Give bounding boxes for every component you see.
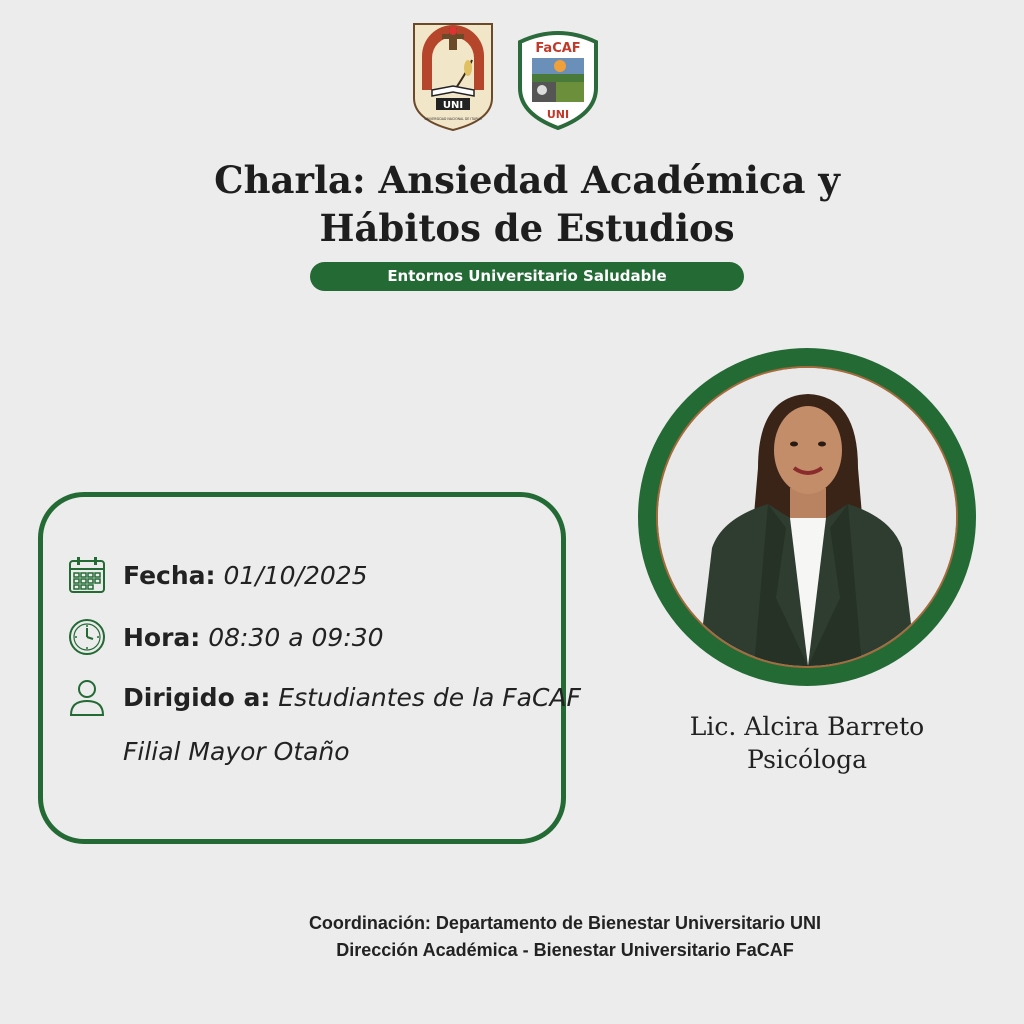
logos-header <box>0 20 1024 138</box>
time-value: 08:30 a 09:30 <box>208 622 384 652</box>
date-value: 01/10/2025 <box>223 560 368 590</box>
calendar-icon <box>67 555 107 595</box>
time-row <box>67 615 384 659</box>
subtitle-badge: Entornos Universitario Saludable <box>310 262 744 291</box>
svg-text:UNI: UNI <box>442 100 464 111</box>
audience-extra: Filial Mayor Otaño <box>123 737 350 766</box>
clock-icon <box>67 617 107 657</box>
footer <box>0 910 1024 964</box>
event-title <box>0 156 1024 252</box>
date-row <box>67 553 368 597</box>
title-line-2: Hábitos de Estudios <box>319 206 735 250</box>
speaker-photo <box>658 368 956 666</box>
uni-logo <box>410 20 496 132</box>
audience-label: Dirigido a: <box>123 682 271 712</box>
svg-text:FaCAF: FaCAF <box>535 41 581 56</box>
svg-text:UNIVERSIDAD NACIONAL DE ITAPÚA: UNIVERSIDAD NACIONAL DE ITAPÚA <box>424 117 482 121</box>
title-line-1: Charla: Ansiedad Académica y <box>214 158 840 202</box>
footer-line-1: Coordinación: Departamento de Bienestar Universitario UNI <box>308 913 822 933</box>
speaker-name: Lic. Alcira Barreto <box>689 712 925 741</box>
audience-row <box>67 675 581 719</box>
speaker-role: Psicóloga <box>747 745 867 774</box>
event-details-box <box>38 492 581 844</box>
speaker-info <box>662 710 952 776</box>
svg-text:UNI: UNI <box>546 108 570 121</box>
audience-value: Estudiantes de la FaCAF <box>278 682 581 712</box>
time-label: Hora: <box>123 622 201 652</box>
person-icon <box>67 677 107 717</box>
date-label: Fecha: <box>123 560 216 590</box>
facaf-logo <box>514 26 602 130</box>
speaker-portrait <box>658 368 956 666</box>
footer-line-2: Dirección Académica - Bienestar Universitario FaCAF <box>336 940 794 960</box>
